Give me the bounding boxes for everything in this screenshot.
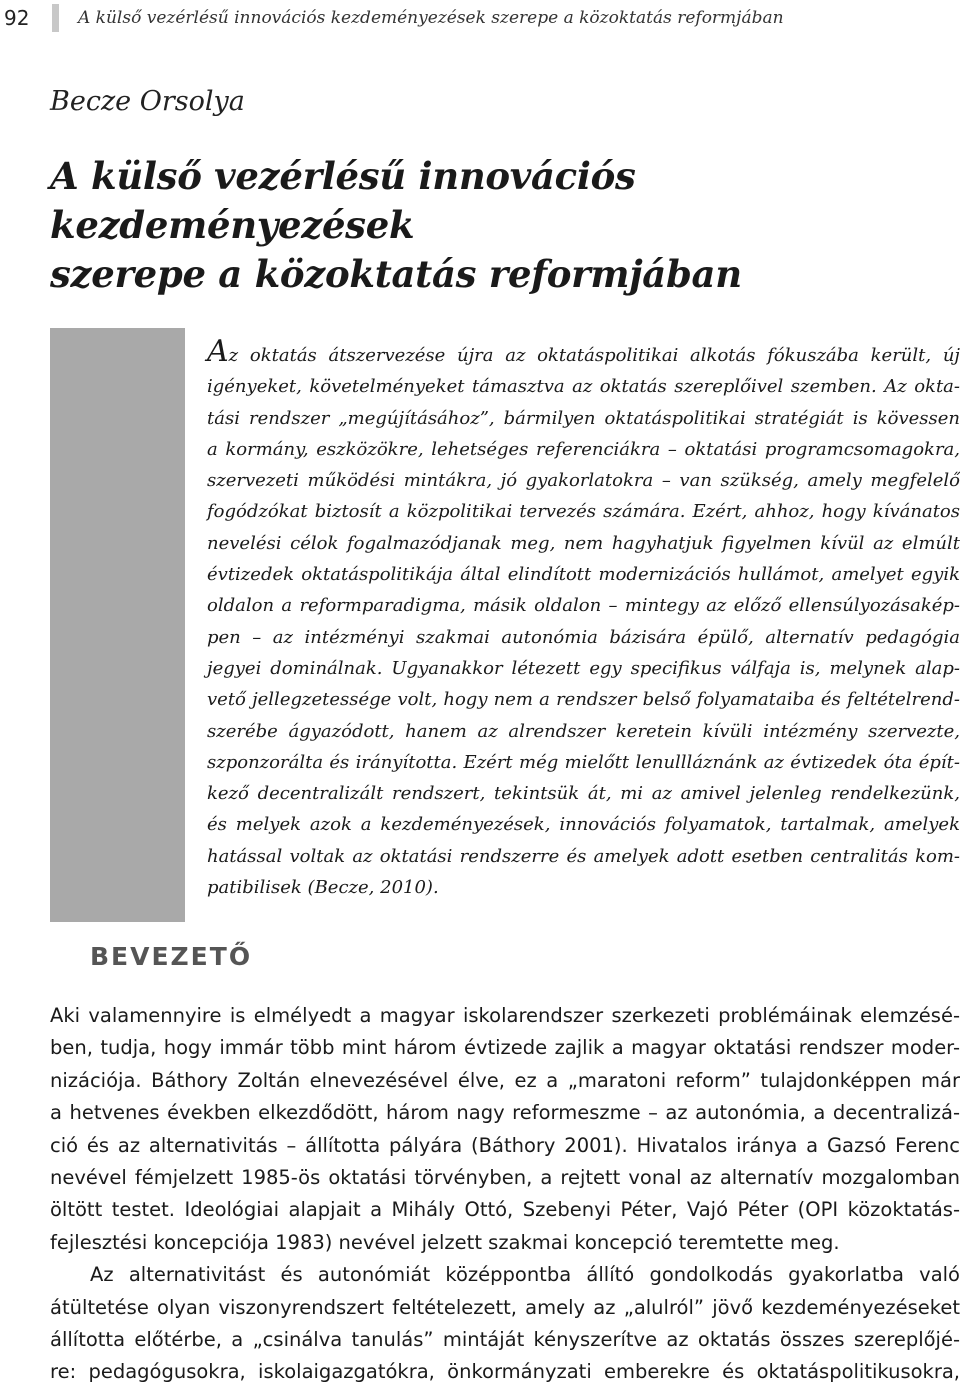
abstract-line: igényeket, követelményeket támasztva az oktatás szereplőivel szemben. Az okta- bbox=[207, 376, 960, 398]
abstract-line: oldalon a reformparadigma, másik oldalon – mintegy az előző ellensúlyozásakép- bbox=[207, 595, 960, 617]
article-author: Becze Orsolya bbox=[50, 86, 245, 117]
abstract-line: évtizedek oktatáspolitikája által elindított modernizációs hullámot, amelyet egyik bbox=[207, 564, 960, 586]
body-line: a hetvenes években elkezdődött, három nagy reformeszme – az autonómia, a decentralizá- bbox=[50, 1101, 960, 1125]
body-line: öltött testet. Ideológiai alapjait a Mihály Ottó, Szebenyi Péter, Vajó Péter (OPI közoktatás- bbox=[50, 1198, 960, 1222]
abstract-line: pen – az intézményi szakmai autonómia bázisára épülő, alternatív pedagógia bbox=[207, 626, 960, 648]
abstract-dropcap: A bbox=[207, 334, 229, 369]
body-line: nevével fémjelzett 1985-ös oktatási törvényben, a rejtett vonal az alternatív mozgalomban bbox=[50, 1166, 960, 1190]
abstract-line: tási rendszer „megújításához”, bármilyen oktatáspolitikai stratégiát is kövessen bbox=[207, 407, 960, 429]
body-line: nizációja. Báthory Zoltán elnevezésével élve, ez a „maratoni reform” tulajdonképpen már bbox=[50, 1068, 960, 1092]
abstract-line: vető jellegzetessége volt, hogy nem a rendszer belső folyamataiba és feltételrend- bbox=[207, 689, 960, 711]
abstract-line: kező decentralizált rendszert, tekintsük át, mi az amivel jelenleg rendelkezünk, bbox=[207, 783, 960, 805]
abstract-line: nevelési célok fogalmazódjanak meg, nem hagyhatjuk figyelmen kívül az elmúlt bbox=[207, 532, 960, 554]
body-text bbox=[50, 1000, 960, 1389]
abstract-sidebar-bar bbox=[50, 328, 185, 922]
page-number: 92 bbox=[4, 6, 30, 30]
body-line: átültetése olyan viszonyrendszert feltételezett, amely az „alulról” jövő kezdeményezéseket bbox=[50, 1295, 960, 1319]
abstract-line: Az oktatás átszervezése újra az oktatáspolitikai alkotás fókuszába került, új bbox=[207, 334, 960, 369]
body-line: Az alternativitást és autonómiát középpontba állító gondolkodás gyakorlatba való bbox=[90, 1263, 960, 1287]
section-heading: BEVEZETŐ bbox=[90, 942, 253, 971]
abstract bbox=[207, 336, 960, 903]
abstract-line: szervezeti működési mintákra, jó gyakorlatokra – van szükség, amely megfelelő bbox=[207, 470, 960, 492]
article-title bbox=[50, 152, 930, 299]
abstract-line: a kormány, eszközökre, lehetséges referenciákra – oktatási programcsomagokra, bbox=[207, 438, 960, 460]
body-line: ció és az alternativitás – állította pályára (Báthory 2001). Hivatalos iránya a Gazsó Ferenc bbox=[50, 1133, 960, 1157]
body-line: Aki valamennyire is elmélyedt a magyar iskolarendszer szerkezeti problémáinak elemzésé- bbox=[50, 1004, 960, 1027]
body-line: állította előtérbe, a „csinálva tanulás” mintáját kényszerítve az oktatás összes szereplőjé- bbox=[50, 1328, 960, 1352]
body-line: re: pedagógusokra, iskolaigazgatókra, önkormányzati emberekre és oktatáspolitikusokra, bbox=[50, 1360, 960, 1384]
abstract-line: és melyek azok a kezdeményezések, innovációs folyamatok, tartalmak, amelyek bbox=[207, 814, 960, 836]
body-line: ben, tudja, hogy immár több mint három évtizede zajlik a magyar oktatási rendszer moder- bbox=[50, 1036, 960, 1060]
abstract-line: hatással voltak az oktatási rendszerre és amelyek adott esetben centralitás kom- bbox=[207, 845, 960, 867]
body-line: fejlesztési koncepciója 1983) nevével jelzett szakmai koncepció teremtette meg. bbox=[50, 1230, 840, 1254]
abstract-line: szponzorálta és irányította. Ezért még mielőtt lenullláznánk az évtizedek óta épít- bbox=[207, 751, 960, 773]
abstract-line: szerébe ágyazódott, hanem az alrendszer keretein kívüli intézmény szervezte, bbox=[207, 720, 960, 742]
abstract-line: jegyei dominálnak. Ugyanakkor létezett egy specifikus válfaja is, melynek alap- bbox=[207, 657, 960, 679]
title-line: A külső vezérlésű innovációs kezdeményezések bbox=[50, 154, 636, 247]
abstract-line: fogódzókat biztosít a közpolitikai tervezés számára. Ezért, ahhoz, hogy kívánatos bbox=[207, 501, 960, 523]
title-line: szerepe a közoktatás reformjában bbox=[50, 252, 742, 296]
running-title: A külső vezérlésű innovációs kezdeményezések szerepe a közoktatás reformjában bbox=[78, 8, 784, 28]
abstract-line: patibilisek (Becze, 2010). bbox=[207, 877, 439, 899]
header-divider bbox=[52, 4, 59, 32]
